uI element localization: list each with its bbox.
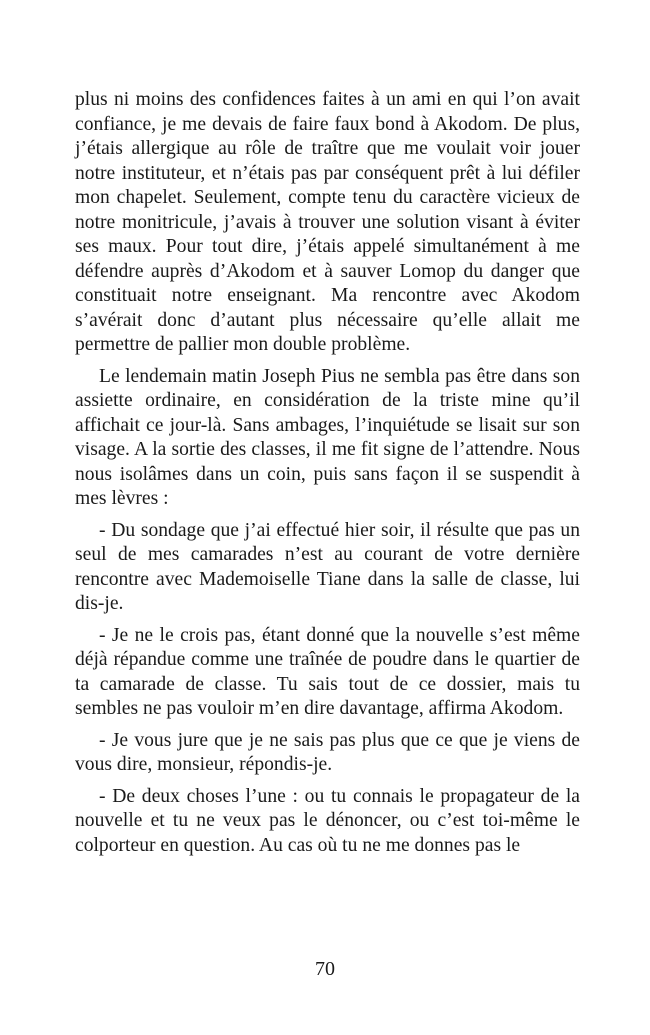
- dialogue-paragraph: - Je vous jure que je ne sais pas plus que ce que je viens de vous dire, monsieur, répondis-je.: [75, 729, 580, 775]
- dialogue-paragraph: - De deux choses l’une : ou tu connais le propagateur de la nouvelle et tu ne veux pas le dénoncer, ou c’est toi-même le colporteur en question. Au cas où tu ne me donnes pas le: [75, 785, 580, 856]
- dialogue-paragraph: - Je ne le crois pas, étant donné que la nouvelle s’est même déjà répandue comme une traînée de poudre dans le quartier de ta camarade de classe. Tu sais tout de ce dossier, mais tu sembles ne pas vouloir m’en dire davantage, affirma Akodom.: [75, 624, 580, 719]
- dialogue-paragraph: - Du sondage que j’ai effectué hier soir, il résulte que pas un seul de mes camarades n’est au courant de votre dernière rencontre avec Mademoiselle Tiane dans la salle de classe, lui dis-je.: [75, 519, 580, 614]
- paragraph-continuation: plus ni moins des confidences faites à un ami en qui l’on avait confiance, je me devais de faire faux bond à Akodom. De plus, j’étais allergique au rôle de traître que me voulait voir jouer notre instituteur, et n’étais pas par conséquent prêt à lui défiler mon chapelet. Seulement, compte tenu du caractère vicieux de notre monitricule, j’avais à trouver une solution visant à éviter ses maux. Pour tout dire, j’étais appelé simultanément à me défendre auprès d’Akodom et à sauver Lomop du danger que constituait notre enseignant. Ma rencontre avec Akodom s’avérait donc d’autant plus nécessaire qu’elle allait me permettre de pallier mon double problème.: [75, 89, 580, 355]
- paragraph: Le lendemain matin Joseph Pius ne sembla pas être dans son assiette ordinaire, en considération de la triste mine qu’il affichait ce jour-là. Sans ambages, l’inquiétude se lisait sur son visage. A la sortie des classes, il me fit signe de l’attendre. Nous nous isolâmes dans un coin, puis sans façon il se suspendit à mes lèvres :: [75, 365, 580, 509]
- body-text: [75, 88, 580, 865]
- page-number: 70: [315, 958, 335, 980]
